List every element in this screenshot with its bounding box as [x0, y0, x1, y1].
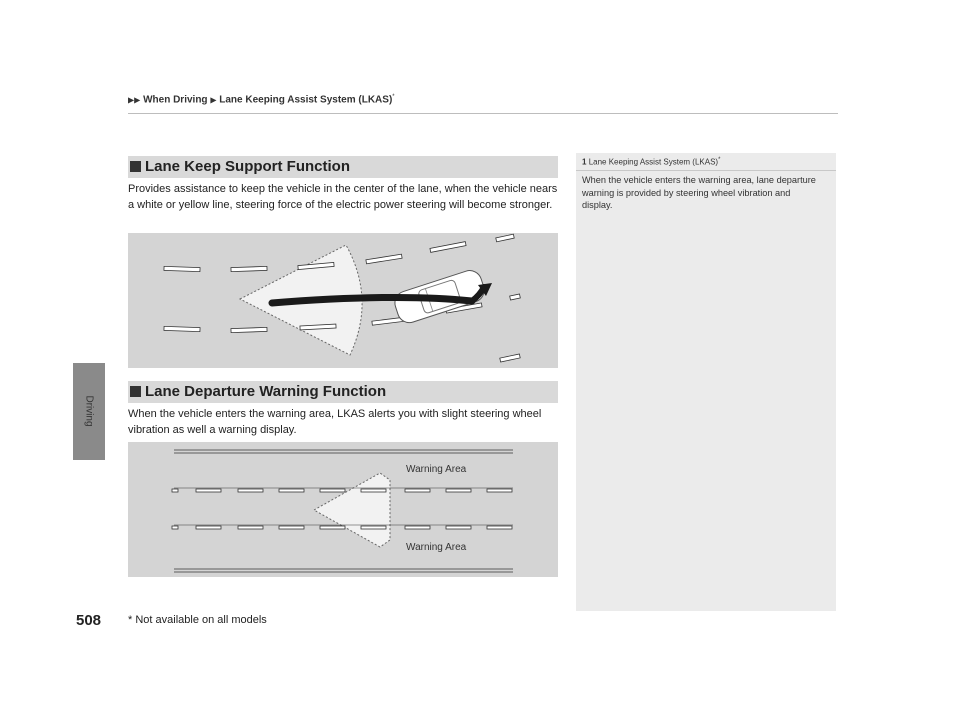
- warning-area-label-top: Warning Area: [406, 464, 467, 475]
- section-square-icon: [130, 161, 141, 172]
- breadcrumb-item-when-driving[interactable]: When Driving: [143, 94, 208, 106]
- sidebar-ref-number: 1: [582, 157, 587, 167]
- sidebar-asterisk: *: [718, 157, 721, 163]
- warning-area-label-bottom: Warning Area: [406, 542, 467, 553]
- lane-departure-warning-figure: [128, 442, 558, 577]
- breadcrumb-arrow-icon: ▶▶: [128, 95, 141, 105]
- section-header-lane-keep-support: [128, 156, 558, 178]
- breadcrumb-asterisk: *: [392, 94, 395, 100]
- footnote: * Not available on all models: [128, 614, 267, 626]
- chapter-tab-label: Driving: [83, 395, 95, 427]
- page-number: 508: [76, 612, 102, 629]
- header-rule: [128, 113, 838, 114]
- support-description: Provides assistance to keep the vehicle in the center of the lane, when the vehicle nears a white or yellow line, steering force of the electric power steering will become stronger.: [128, 183, 558, 211]
- section-header-lane-departure-warning: [128, 381, 558, 403]
- breadcrumb-separator-icon: ▶: [210, 95, 217, 105]
- breadcrumb-item-lkas[interactable]: Lane Keeping Assist System (LKAS): [219, 94, 393, 106]
- breadcrumb: [128, 94, 395, 105]
- sidebar-title: [582, 157, 720, 167]
- sidebar-rule: [576, 170, 836, 171]
- section-square-icon: [130, 386, 141, 397]
- lane-keep-support-figure: [128, 233, 558, 368]
- section-title: Lane Departure Warning Function: [145, 383, 387, 400]
- section-title: Lane Keep Support Function: [145, 158, 350, 175]
- sidebar-body: When the vehicle enters the warning area, lane departure warning is provided by steering wheel vibration and display.: [582, 175, 816, 210]
- sidebar-title-text: Lane Keeping Assist System (LKAS): [588, 157, 719, 167]
- sidebar-note: [576, 153, 836, 611]
- departure-description: When the vehicle enters the warning area, LKAS alerts you with slight steering wheel vibration as well a warning display.: [128, 408, 542, 436]
